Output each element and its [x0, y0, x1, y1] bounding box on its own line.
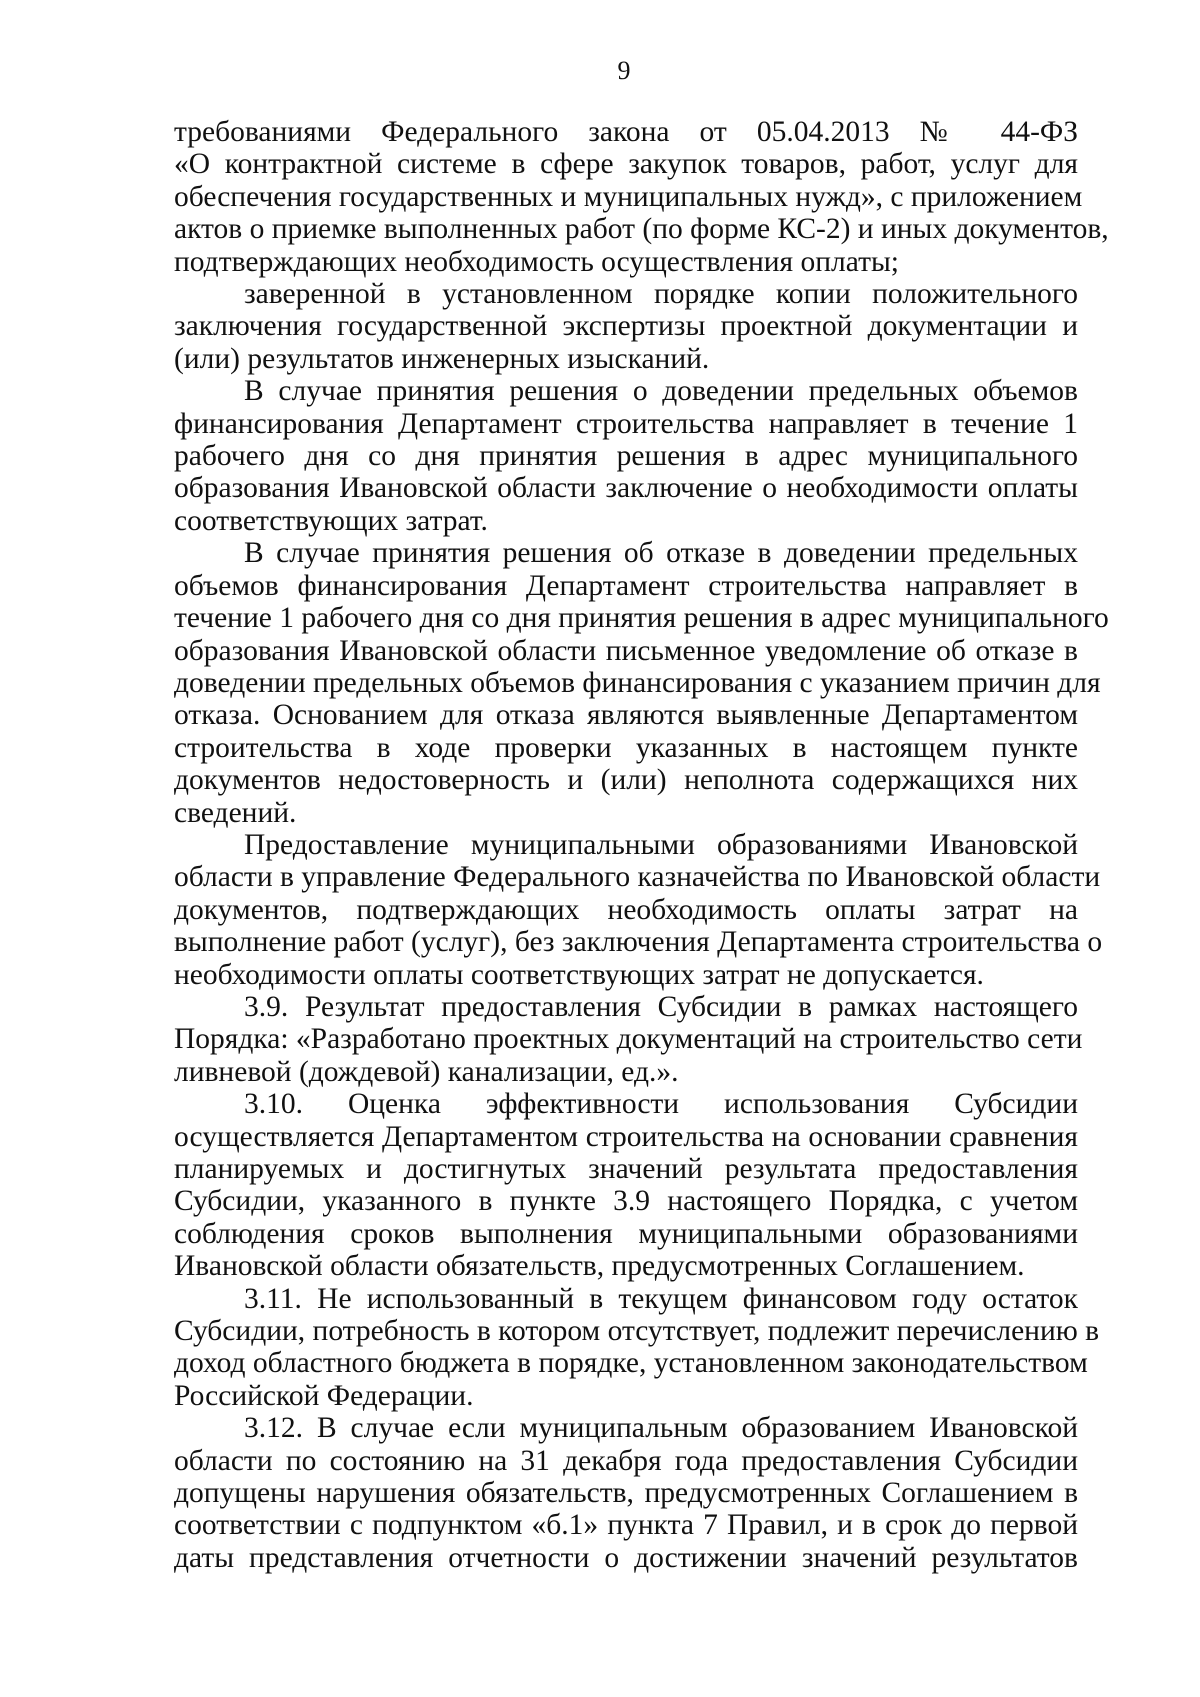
text-line: обеспечения государственных и муниципальных нужд», с приложением	[174, 180, 1083, 213]
text-line: финансирования Департамент строительства направляет в течение 1	[174, 407, 1078, 440]
paragraph	[174, 1412, 1078, 1574]
text-line: заверенной в установленном порядке копии положительного	[244, 278, 1078, 311]
text-line: области в управление Федерального казначейства по Ивановской области	[174, 861, 1101, 894]
text-line: Ивановской области обязательств, предусмотренных Соглашением.	[174, 1250, 1025, 1283]
text-line: области по состоянию на 31 декабря года предоставления Субсидии	[174, 1444, 1078, 1477]
text-line: документов недостоверность и (или) неполнота содержащихся них	[174, 764, 1078, 797]
text-line: образования Ивановской области письменное уведомление об отказе в	[174, 634, 1078, 667]
text-line: 3.12. В случае если муниципальным образованием Ивановской	[244, 1412, 1078, 1445]
text-line: выполнение работ (услуг), без заключения Департамента строительства о	[174, 926, 1103, 959]
text-line: В случае принятия решения об отказе в доведении предельных	[244, 537, 1078, 570]
text-line: В случае принятия решения о доведении предельных объемов	[244, 375, 1078, 408]
paragraph	[174, 828, 1103, 991]
text-line: Порядка: «Разработано проектных документаций на строительство сети	[174, 1023, 1083, 1056]
text-line: соответствии с подпунктом «б.1» пункта 7 Правил, и в срок до первой	[174, 1509, 1078, 1542]
document-body	[174, 116, 1109, 1574]
text-line: актов о приемке выполненных работ (по форме КС-2) и иных документов,	[174, 213, 1109, 246]
paragraph	[174, 1282, 1100, 1413]
text-line: отказа. Основанием для отказа являются выявленные Департаментом	[174, 699, 1078, 732]
text-line: Предоставление муниципальными образованиями Ивановской	[244, 828, 1078, 861]
paragraph	[174, 375, 1078, 537]
text-line: документов, подтверждающих необходимость оплаты затрат на	[174, 893, 1078, 926]
paragraph	[174, 116, 1109, 278]
text-line: течение 1 рабочего дня со дня принятия решения в адрес муниципального	[174, 602, 1109, 635]
text-line: осуществляется Департаментом строительства на основании сравнения	[174, 1120, 1078, 1153]
text-line: 3.10. Оценка эффективности использования Субсидии	[244, 1088, 1078, 1121]
page-number: 9	[617, 56, 631, 85]
text-line: ливневой (дождевой) канализации, ед.».	[174, 1055, 679, 1088]
text-line: соответствующих затрат.	[174, 504, 488, 537]
paragraph	[174, 278, 1078, 375]
text-line: соблюдения сроков выполнения муниципальными образованиями	[174, 1217, 1078, 1250]
paragraph	[174, 537, 1109, 829]
text-line: «О контрактной системе в сфере закупок товаров, работ, услуг для	[174, 148, 1078, 181]
text-line: 3.11. Не использованный в текущем финансовом году остаток	[244, 1282, 1078, 1315]
paragraph	[174, 1088, 1078, 1282]
text-line: планируемых и достигнутых значений результата предоставления	[174, 1153, 1078, 1185]
text-line: рабочего дня со дня принятия решения в адрес муниципального	[174, 440, 1078, 473]
text-line: 3.9. Результат предоставления Субсидии в рамках настоящего	[244, 990, 1078, 1023]
text-line: (или) результатов инженерных изысканий.	[174, 342, 710, 375]
text-line: образования Ивановской области заключение о необходимости оплаты	[174, 472, 1078, 505]
text-line: сведений.	[174, 796, 297, 829]
text-line: требованиями Федерального закона от 05.04.2013 № 44-ФЗ	[174, 116, 1078, 148]
text-line: даты представления отчетности о достижении значений результатов	[174, 1541, 1078, 1574]
text-line: доход областного бюджета в порядке, установленном законодательством	[174, 1347, 1088, 1380]
text-line: Субсидии, указанного в пункте 3.9 настоящего Порядка, с учетом	[174, 1185, 1078, 1218]
text-line: объемов финансирования Департамент строительства направляет в	[174, 569, 1078, 602]
text-line: Российской Федерации.	[174, 1379, 474, 1412]
text-line: доведении предельных объемов финансирования с указанием причин для	[174, 666, 1101, 699]
text-line: Субсидии, потребность в котором отсутствует, подлежит перечислению в	[174, 1315, 1100, 1348]
text-line: строительства в ходе проверки указанных в настоящем пункте	[174, 731, 1078, 764]
text-line: подтверждающих необходимость осуществления оплаты;	[174, 245, 899, 278]
text-line: заключения государственной экспертизы проектной документации и	[174, 310, 1078, 343]
paragraph	[174, 990, 1083, 1088]
text-line: допущены нарушения обязательств, предусмотренных Соглашением в	[174, 1477, 1078, 1510]
text-line: необходимости оплаты соответствующих затрат не допускается.	[174, 958, 984, 991]
